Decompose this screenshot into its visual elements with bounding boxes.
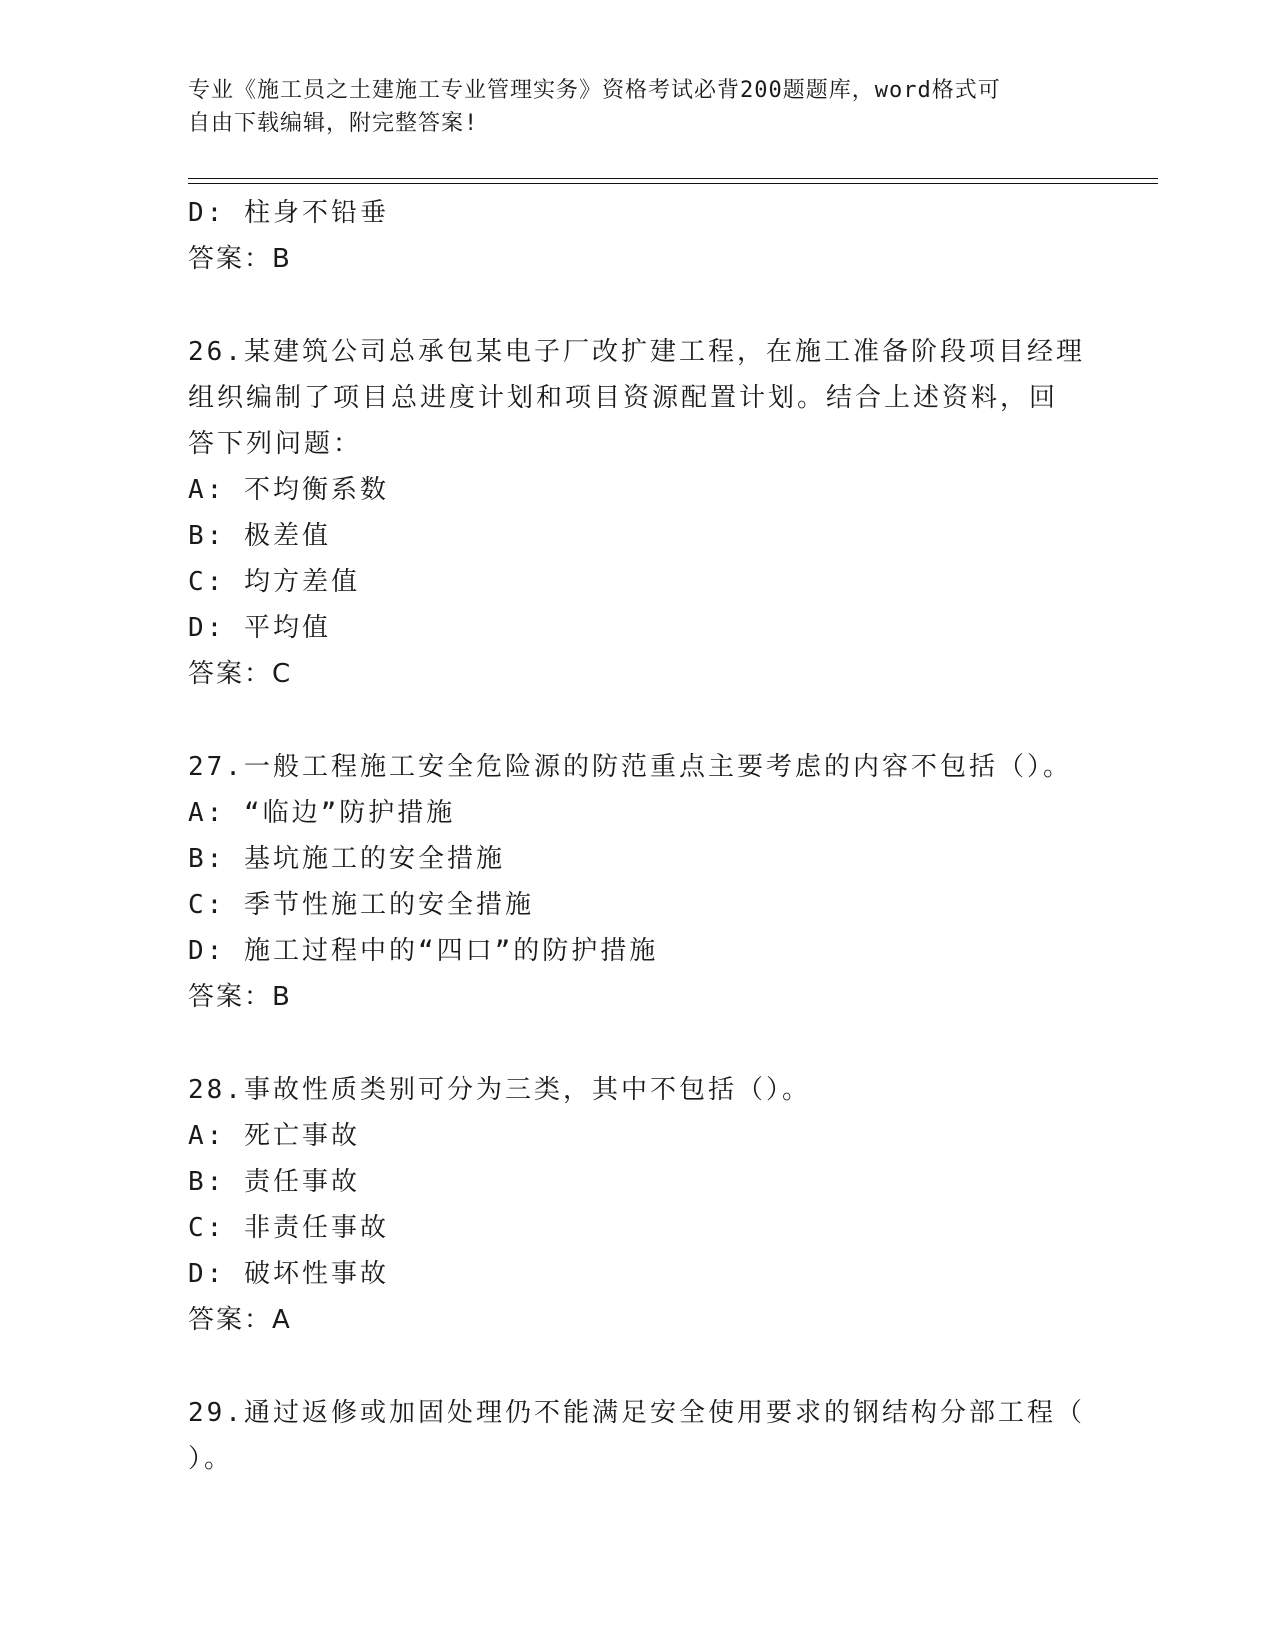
- option-a: A: “临边”防护措施: [188, 798, 456, 828]
- option-a: A: 死亡事故: [188, 1121, 360, 1151]
- answer-line: 答案：B: [188, 982, 292, 1012]
- question-stem: 答下列问题：: [188, 429, 363, 459]
- question-25-tail: [188, 190, 1088, 282]
- option-d: D: 柱身不铅垂: [188, 198, 389, 228]
- option-a: A: 不均衡系数: [188, 475, 389, 505]
- header-divider-top: [188, 178, 1158, 179]
- question-stem: 27.一般工程施工安全危险源的防范重点主要考虑的内容不包括（）。: [188, 752, 1072, 782]
- question-26: [188, 329, 1088, 697]
- question-stem: ）。: [188, 1444, 234, 1474]
- option-c: C: 均方差值: [188, 567, 360, 597]
- question-stem: 28.事故性质类别可分为三类，其中不包括（）。: [188, 1075, 811, 1105]
- question-28: [188, 1067, 1088, 1343]
- answer-line: 答案：C: [188, 659, 293, 689]
- option-c: C: 季节性施工的安全措施: [188, 890, 534, 920]
- question-stem: 26.某建筑公司总承包某电子厂改扩建工程，在施工准备阶段项目经理: [188, 337, 1085, 367]
- question-27: [188, 744, 1088, 1020]
- header-divider-bottom: [188, 183, 1158, 184]
- option-d: D: 施工过程中的“四口”的防护措施: [188, 936, 659, 966]
- answer-line: 答案：A: [188, 1305, 292, 1335]
- question-stem: 29.通过返修或加固处理仍不能满足安全使用要求的钢结构分部工程（: [188, 1398, 1085, 1428]
- option-d: D: 平均值: [188, 613, 331, 643]
- answer-line: 答案：B: [188, 244, 292, 274]
- option-b: B: 极差值: [188, 521, 331, 551]
- option-d: D: 破坏性事故: [188, 1259, 389, 1289]
- option-c: C: 非责任事故: [188, 1213, 389, 1243]
- header-title-line-2: 自由下载编辑，附完整答案!: [188, 111, 479, 136]
- question-stem: 组织编制了项目总进度计划和项目资源配置计划。结合上述资料，回: [188, 383, 1059, 413]
- header-title-line-1: 专业《施工员之土建施工专业管理实务》资格考试必背200题题库，word格式可: [188, 78, 1001, 103]
- option-b: B: 基坑施工的安全措施: [188, 844, 505, 874]
- document-body: [188, 190, 1088, 1482]
- question-29: [188, 1390, 1088, 1482]
- option-b: B: 责任事故: [188, 1167, 360, 1197]
- document-header: [188, 74, 1068, 140]
